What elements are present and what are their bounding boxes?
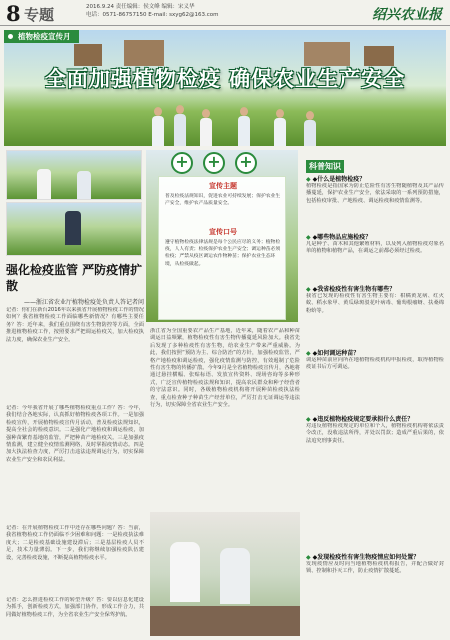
qa-question: ◆ ◆发现检疫性有害生物疫情应如何处置？ — [306, 552, 419, 561]
qa-question: ◆ ◆违反植物检疫规定要承担什么责任？ — [306, 414, 413, 423]
person-figure — [238, 116, 250, 146]
lab-worker-figure — [170, 542, 200, 602]
qa-answer: 对违反植物检疫规定的单位和个人，植物检疫机构将依法责令改正，没收违法所得，并处以罚款；造成严重后果的，依法追究刑事责任。 — [306, 423, 444, 444]
theme-heading: 宣传主题 — [209, 182, 237, 190]
qa-heading — [306, 154, 444, 170]
qa-answer: 我省已发现的检疫性有害生物主要有：柑橘黄龙病、红火蚁、稻水象甲、黄瓜绿斑驳花叶病毒、葡萄根瘤蚜、扶桑绵粉蚧等。 — [306, 293, 444, 314]
qa-heading-text: 科普知识 — [306, 160, 344, 173]
phone-info: 电话：0571-86757150 — [86, 12, 147, 18]
email-info: E-mail: sxyg62@163.com — [148, 12, 219, 18]
farmer-figure — [65, 211, 81, 245]
article-subheadline: ——浙江省农业厅植物检疫处负责人答记者问 — [24, 299, 145, 306]
page-number: 8 — [6, 1, 21, 26]
qa-question: ◆ ◆什么是植物检疫？ — [306, 174, 365, 183]
center-article-body: 浙江省为全国重要农产品生产基地，近年来，随着农产品和种苗调运日益频繁，植物检疫性有害生物传播蔓延风险加大。我省先后发现了多种检疫性有害生物，给农业生产带来严重威胁。为此，我们按照“预防为主、综合防治”的方针，加强检疫监管，严格产地检疫和调运检疫，强化疫情监测与防控，有效遏制了危险性有害生物的传播扩散。今年9月是全省植物检疫宣传月，各地将通过悬挂横幅、张贴标语、发放宣传资料、现场咨询等多种形式，广泛宣传植物检疫法规和知识，提高农民群众和种子经营者的守法意识。同时，各级植物检疫机构将开展种苗检疫执法检查，重点检查种子种苗生产经营单位，严厉打击无证调运等违法行为，切实保障全省农业生产安全。 — [150, 328, 300, 409]
editor-info: 责任编辑：侯文峰 — [115, 4, 160, 10]
slogan-text: 遵守植物检疫法律法规是每个公民应尽的义务；植物检疫，人人有责；检疫保护农业生产安全；调运种苗必须检疫；严禁从疫区调运农作物种苗；保护农业生态环境，从检疫做起。 — [165, 240, 281, 267]
qa-answer: 凡是种子、苗木和其他繁殖材料，以及列入植物检疫对象名单的植物和植物产品，在调运之前都必须经过检疫。 — [306, 241, 444, 255]
theme-text: 普及检疫法规知识，促进农业可持续发展；保护农业生产安全，维护农产品质量安全。 — [165, 194, 281, 207]
person-figure — [152, 116, 164, 146]
field-photo — [6, 202, 142, 256]
masthead-logo: 绍兴农业报 — [372, 7, 442, 23]
field-photo — [6, 150, 142, 200]
qa-answer: 调运种苗前应向所在地植物检疫机构申报检疫，取得植物检疫证书后方可调运。 — [306, 357, 444, 371]
article-body: 记者：怎么推进检疫工作的转型升级？答：要以信息化建设为抓手，创新检疫方式，加强部门协作，形成工作合力，共同做好植物检疫工作，为全省农业生产安全保驾护航。 — [6, 597, 144, 618]
slogan-heading: 宣传口号 — [209, 228, 237, 236]
qa-answer: 发现疫情应及时向当地植物检疫机构报告，并配合做好封锁、控制和扑灭工作，防止疫情扩散蔓延。 — [306, 561, 444, 575]
emblem-row — [171, 152, 263, 176]
plant-quarantine-emblem-icon — [171, 152, 193, 174]
person-figure — [304, 120, 316, 146]
layout-info: 编辑：宋义华 — [161, 4, 195, 10]
person-figure — [274, 118, 286, 146]
section-name: 专题 — [24, 6, 55, 24]
plant-quarantine-emblem-icon — [235, 152, 257, 174]
inspector-figure — [37, 169, 51, 199]
person-figure — [174, 114, 186, 146]
lab-bench — [150, 606, 300, 636]
person-figure — [200, 118, 212, 146]
lab-photo — [150, 512, 300, 636]
article-body: 记者：今年我省开展了哪些植物检疫重点工作？答：今年，我们结合各地实际，认真抓好植物检疫各项工作。一是加强检疫宣传，开展植物检疫宣传月活动，普及检疫法规知识，提高全社会的检疫意识。二是强化产地检疫和调运检疫，加强种苗繁育基地的监管，严把种苗产地检疫关。三是加强疫情监测，建立健全疫情监测网络，及时掌握疫情动态。四是加大执法检查力度，严厉打击违法违规调运行为，切实保障农业生产安全和农民利益。 — [6, 405, 144, 463]
inspector-figure — [77, 171, 91, 199]
issue-date: 2016.9.24 — [86, 4, 114, 10]
article-headline: 强化检疫监管 严防疫情扩散 — [6, 263, 143, 293]
lab-worker-figure — [220, 548, 250, 604]
article-body: 记者：你们在新台2016年以来我省开展植物检疫工作的情况如何？我省植物检疫工作面临哪些新情况？有哪些主要任务？答：近年来，我们重点围绕有害生物防控等方面，全面推进植物检疫工作，按照要求严把调运检疫关，加大检疫执法力度，确保农业生产安全。 — [6, 307, 144, 343]
qa-question: ◆ ◆我省检疫性有害生物有哪些？ — [306, 284, 395, 293]
plant-quarantine-emblem-icon — [203, 152, 225, 174]
article-body: 记者：在开展植物检疫工作中还存在哪些问题？答：当前，我省植物检疫工作仍面临不少困难和问题：一是检疫执法难度大；二是检疫基础设施建设滞后；三是基层检疫人员不足，技术力量薄弱。下一步，我们将继续加强检疫队伍建设，完善检疫设施，不断提高植物检疫水平。 — [6, 525, 144, 561]
qa-question: ◆ ◆哪些物品应施检疫？ — [306, 232, 371, 241]
section-tab: 植物检疫宣传月 — [4, 30, 79, 43]
qa-question: ◆ ◆如何调运种苗？ — [306, 348, 359, 357]
banner-title: 全面加强植物检疫 确保农业生产安全 — [44, 67, 406, 91]
header-meta — [86, 3, 218, 19]
qa-answer: 植物检疫是指国家为防止危险性有害生物随植物及其产品传播蔓延，保护农业生产安全，依法采取的一系列预防措施，包括检疫审批、产地检疫、调运检疫和疫情监测等。 — [306, 183, 444, 204]
slogan-box — [158, 176, 286, 320]
top-banner — [4, 30, 446, 146]
page-header — [0, 0, 450, 26]
